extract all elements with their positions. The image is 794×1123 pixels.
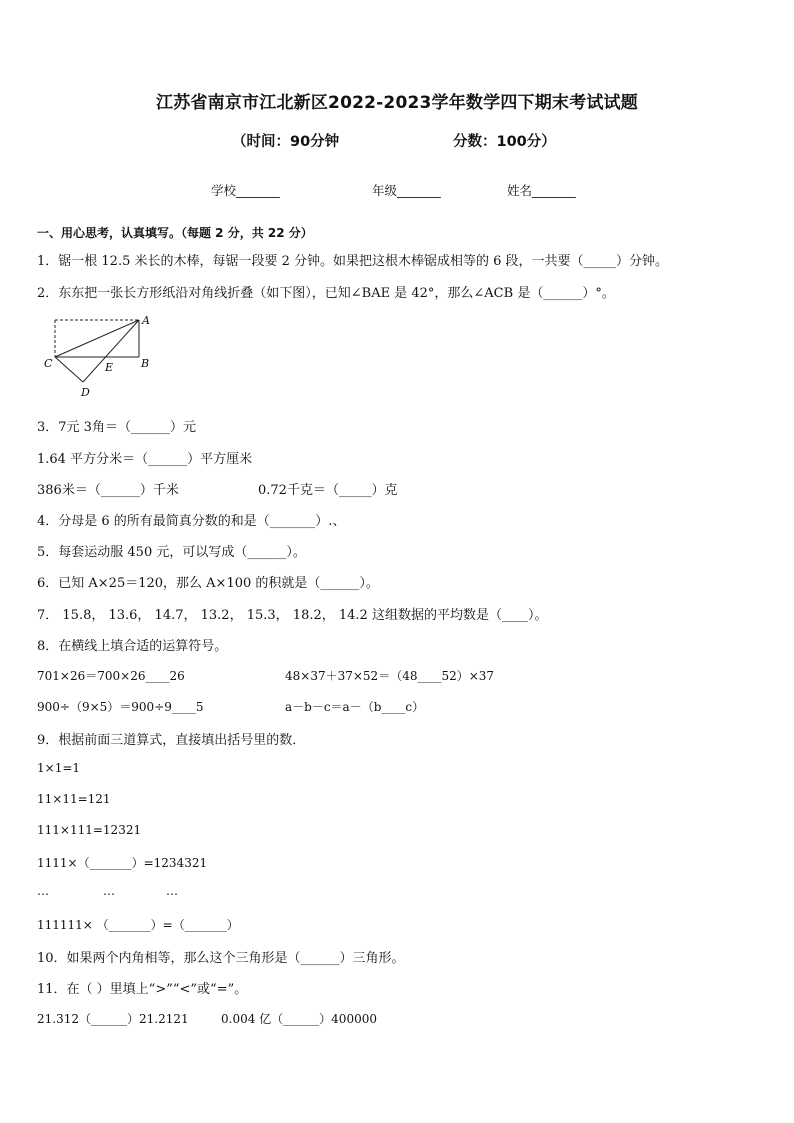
question-8-part-b: 48×37＋37×52＝（48____52）×37 bbox=[285, 669, 495, 683]
question-6: 6．已知 A×25＝120，那么 A×100 的积就是（______）。 bbox=[37, 576, 379, 591]
label-d: D bbox=[81, 386, 90, 399]
label-c: C bbox=[44, 357, 53, 370]
question-10: 10．如果两个内角相等，那么这个三角形是（______）三角形。 bbox=[37, 951, 405, 966]
grade-field: 年级_______ bbox=[372, 183, 441, 198]
folded-rectangle-figure bbox=[40, 312, 170, 402]
question-9-line-2: 11×11=121 bbox=[37, 792, 111, 806]
page-title: 江苏省南京市江北新区2022-2023学年数学四下期末考试试题 bbox=[156, 93, 638, 113]
question-11: 11．在（ ）里填上“>”“<”或“=”。 bbox=[37, 982, 248, 997]
school-field: 学校_______ bbox=[211, 183, 280, 198]
exam-score: 分数：100分） bbox=[453, 134, 556, 150]
label-b: B bbox=[141, 357, 150, 370]
question-1: 1．锯一根 12.5 米长的木棒，每锯一段要 2 分钟。如果把这根木棒锯成相等的 6 段，一共要（_____）分钟。 bbox=[37, 254, 669, 269]
question-8-part-d: a－b－c＝a－（b____c） bbox=[285, 700, 425, 714]
question-3-part-d: 0.72千克＝（_____）克 bbox=[258, 483, 398, 498]
question-9-line-1: 1×1=1 bbox=[37, 761, 81, 775]
question-8-part-a: 701×26＝700×26____26 bbox=[37, 669, 185, 683]
question-7: 7． 15.8， 13.6， 14.7， 13.2， 15.3， 18.2， 14.2 这组数据的平均数是（____）。 bbox=[37, 608, 548, 623]
exam-time: （时间：90分钟 bbox=[232, 134, 340, 150]
question-8: 8．在横线上填合适的运算符号。 bbox=[37, 639, 228, 654]
question-9-line-4: 1111×（_______）=1234321 bbox=[37, 856, 208, 870]
question-2: 2．东东把一张长方形纸沿对角线折叠（如下图），已知∠BAE 是 42°，那么∠ACB 是（______）°。 bbox=[37, 286, 615, 301]
question-9-line-6: 111111× （_______）=（_______） bbox=[37, 918, 239, 932]
label-e: E bbox=[105, 361, 114, 374]
name-field: 姓名_______ bbox=[507, 183, 576, 198]
question-3: 3．7元 3角＝（______）元 bbox=[37, 420, 196, 435]
question-8-part-c: 900÷（9×5）＝900÷9____5 bbox=[37, 700, 204, 714]
question-9-ellipsis-1: … bbox=[37, 884, 49, 898]
question-9-ellipsis-2: … bbox=[103, 884, 115, 898]
question-4: 4．分母是 6 的所有最简真分数的和是（_______）.、 bbox=[37, 514, 346, 529]
label-a: A bbox=[142, 314, 150, 327]
question-11-part-a: 21.312（______）21.2121 bbox=[37, 1012, 189, 1026]
question-5: 5．每套运动服 450 元，可以写成（______）。 bbox=[37, 545, 306, 560]
section-heading: 一、用心思考，认真填写。（每题 2 分，共 22 分） bbox=[37, 226, 313, 240]
question-11-part-b: 0.004 亿（______）400000 bbox=[221, 1012, 377, 1026]
question-9-line-3: 111×111=12321 bbox=[37, 823, 142, 837]
question-3-part-b: 1.64 平方分米＝（______）平方厘米 bbox=[37, 452, 253, 467]
question-9-ellipsis-3: … bbox=[166, 884, 178, 898]
question-9: 9．根据前面三道算式，直接填出括号里的数． bbox=[37, 733, 306, 748]
question-3-part-c: 386米＝（______）千米 bbox=[37, 483, 179, 498]
